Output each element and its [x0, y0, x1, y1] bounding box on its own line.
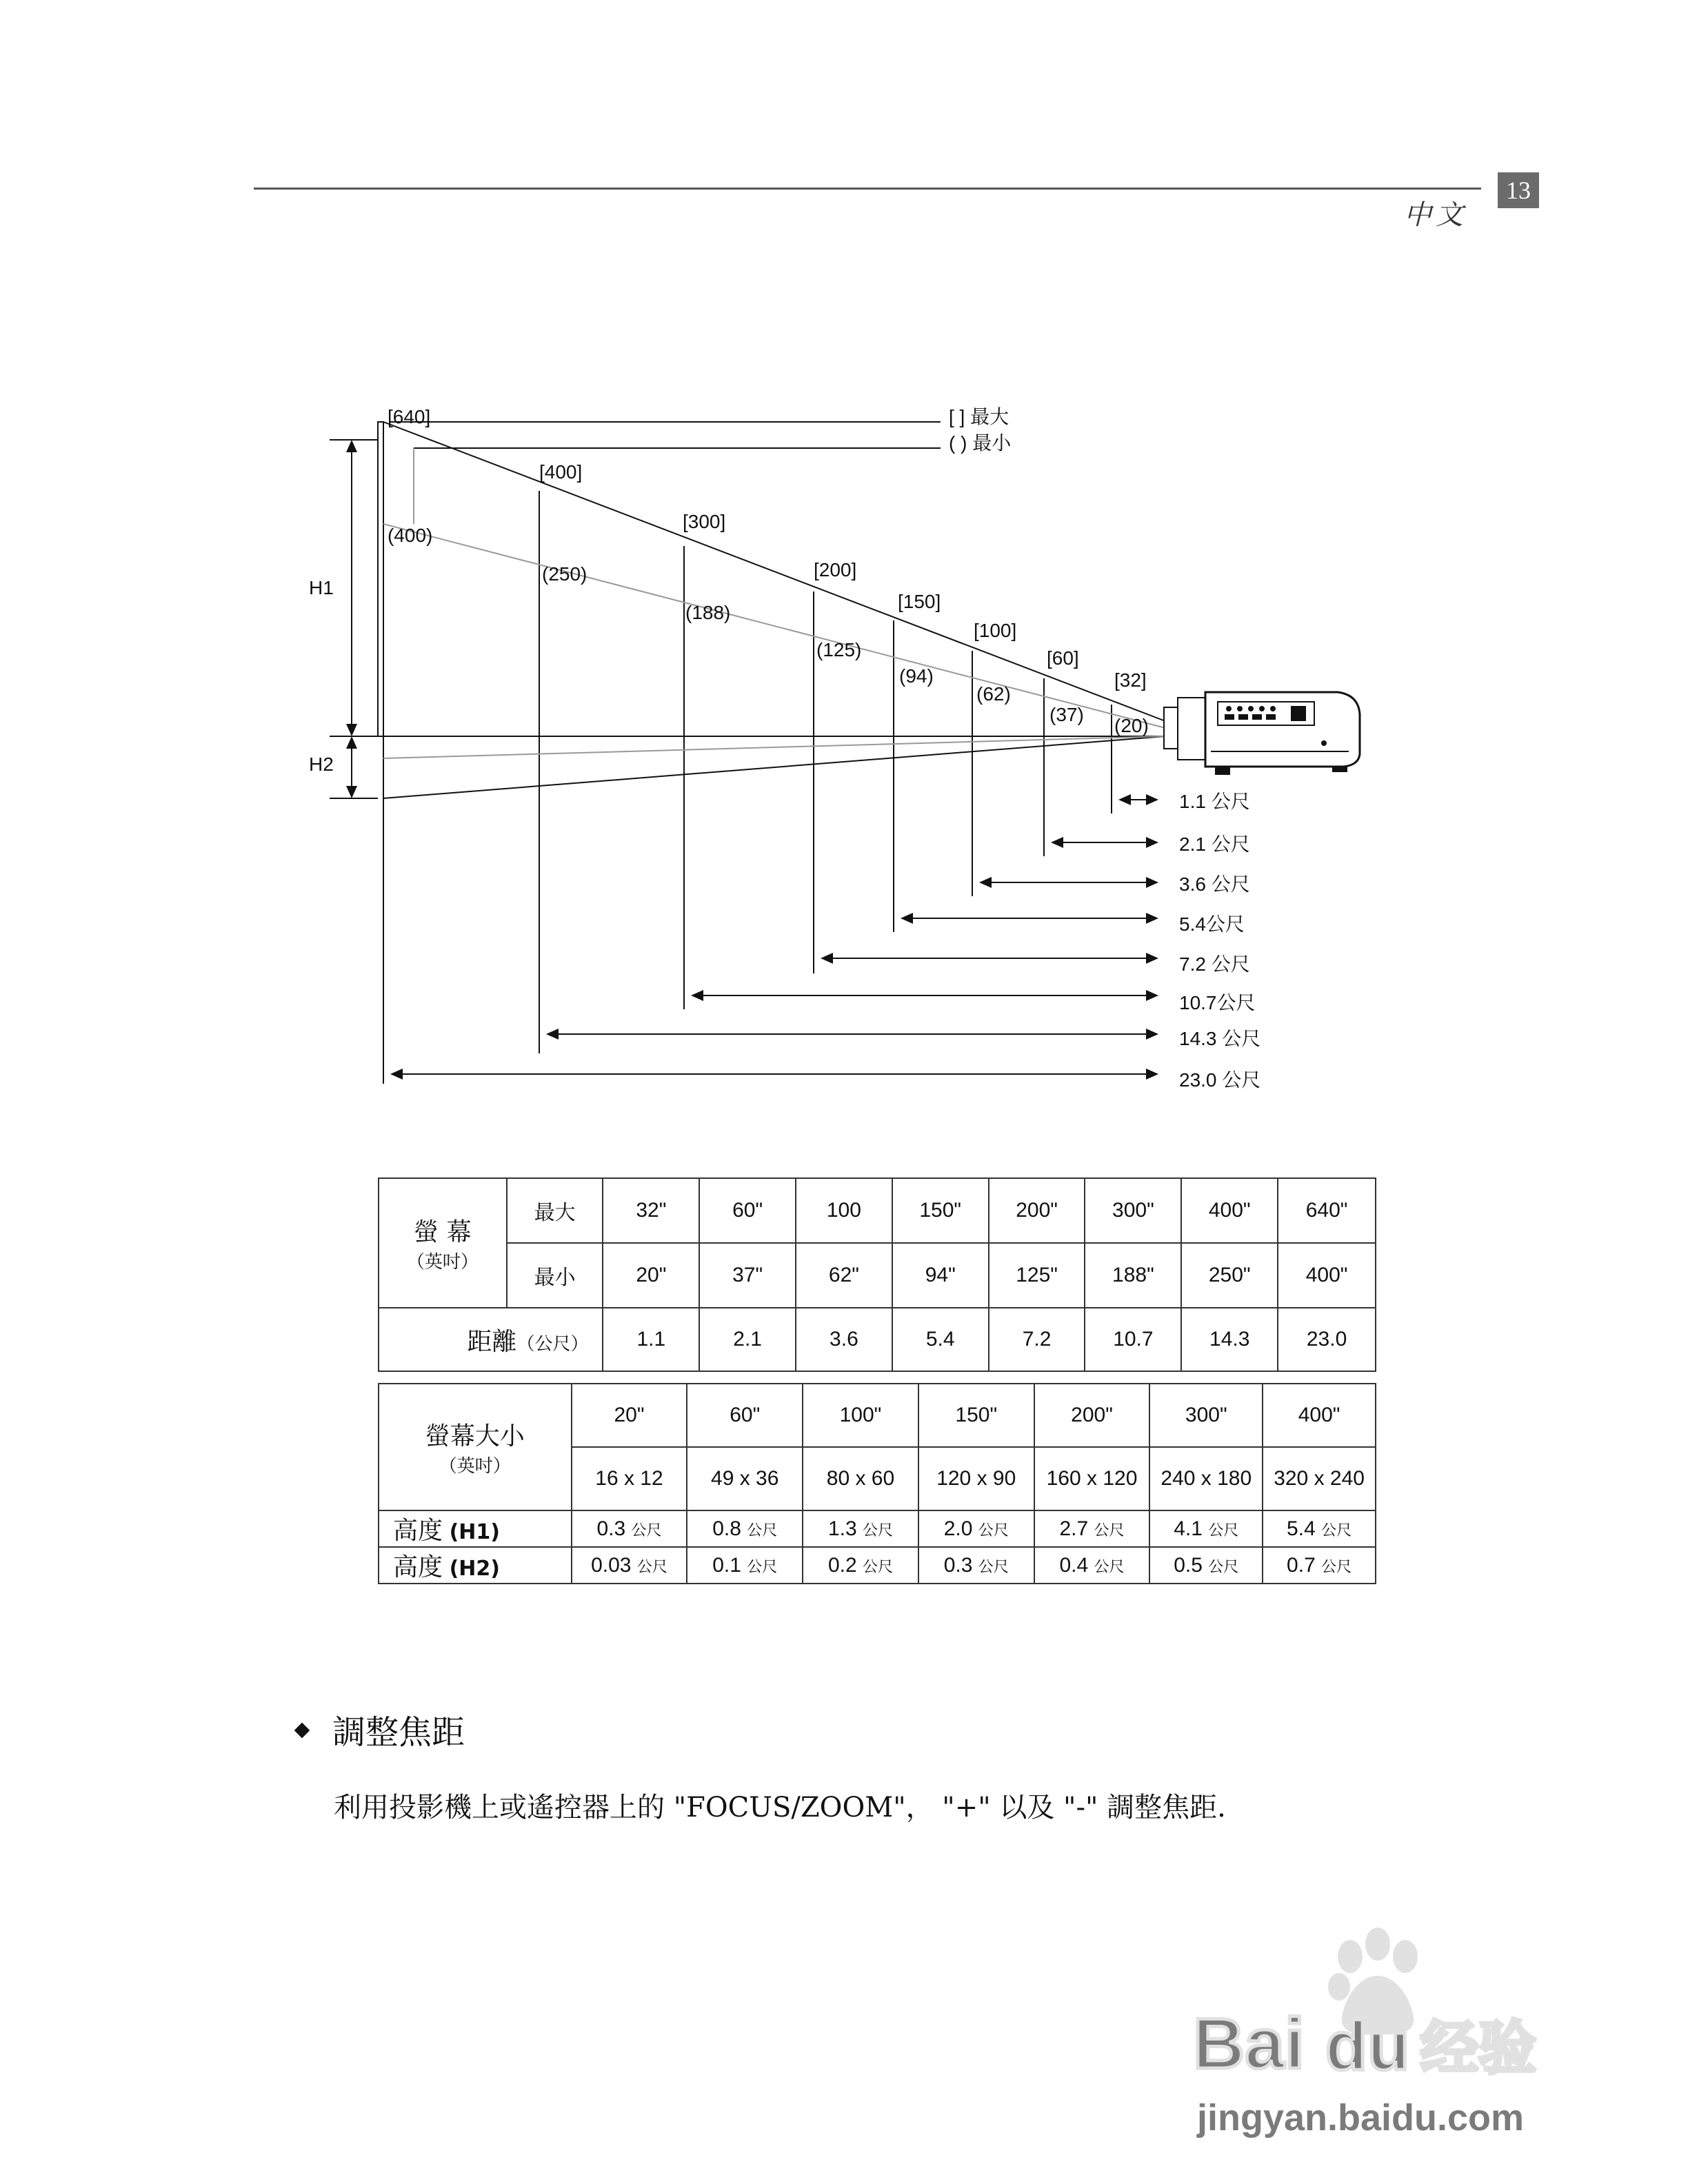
max-cell: 100: [796, 1178, 892, 1243]
section-title: [297, 1706, 465, 1753]
max-cell: 200": [989, 1178, 1085, 1243]
min-size-label: (94): [899, 665, 934, 687]
size-cell: 150": [918, 1384, 1034, 1447]
max-size-label: [300]: [683, 511, 726, 532]
watermark-suffix: 经验: [1420, 2016, 1537, 2081]
distance-table: [378, 1177, 1376, 1372]
distance-cell: 3.6: [796, 1308, 892, 1371]
h1-cell: 4.1 公尺: [1149, 1510, 1263, 1547]
h1-cell: 2.0 公尺: [918, 1510, 1034, 1547]
h2-cell: 0.1 公尺: [687, 1547, 803, 1584]
min-cell: 37": [699, 1243, 796, 1308]
h2-header: [379, 1547, 572, 1584]
dimension-cell: 240 x 180: [1149, 1447, 1263, 1510]
h1-cell: 2.7 公尺: [1034, 1510, 1150, 1547]
distance-label: 3.6 公尺: [1179, 873, 1250, 895]
min-label: 最小: [507, 1243, 603, 1308]
dimension-cell: 320 x 240: [1263, 1447, 1376, 1510]
label-h2: H2: [309, 754, 334, 775]
distance-cell: 10.7: [1085, 1308, 1181, 1371]
watermark-url: jingyan.baidu.com: [1197, 2097, 1525, 2138]
screen-header: [379, 1178, 507, 1308]
h1-cell: 0.3 公尺: [572, 1510, 687, 1547]
h1-cell: 5.4 公尺: [1263, 1510, 1376, 1547]
size-cell: 20": [572, 1384, 687, 1447]
h2-tag: (H2): [449, 1557, 500, 1581]
max-cell: 32": [603, 1178, 699, 1243]
size-cell: 400": [1263, 1384, 1376, 1447]
h1-cell: 1.3 公尺: [803, 1510, 918, 1547]
min-cell: 400": [1278, 1243, 1376, 1308]
h2-label: 高度: [393, 1553, 443, 1581]
distance-label: 5.4公尺: [1179, 913, 1245, 935]
bullet-diamond-icon: [294, 1723, 310, 1739]
min-cell: 188": [1085, 1243, 1181, 1308]
distance-cell: 23.0: [1278, 1308, 1376, 1371]
size-unit: （英吋）: [439, 1456, 511, 1477]
distance-label: 14.3 公尺: [1179, 1028, 1261, 1049]
max-size-label: [150]: [898, 591, 941, 612]
min-cell: 62": [796, 1243, 892, 1308]
dimension-cell: 160 x 120: [1034, 1447, 1150, 1510]
dimension-cell: 16 x 12: [572, 1447, 687, 1510]
projector-icon: [1164, 692, 1360, 775]
size-cell: 100": [803, 1384, 918, 1447]
min-cell: 94": [892, 1243, 989, 1308]
distance-label: 1.1 公尺: [1179, 791, 1250, 812]
max-cell: 400": [1181, 1178, 1278, 1243]
distance-cell: 5.4: [892, 1308, 989, 1371]
max-size-label: [400]: [539, 461, 583, 483]
distance-header: [379, 1308, 603, 1371]
h1-cell: 0.8 公尺: [687, 1510, 803, 1547]
h2-cell: 0.3 公尺: [918, 1547, 1034, 1584]
h2-cell: 0.2 公尺: [803, 1547, 918, 1584]
min-cell: 20": [603, 1243, 699, 1308]
dimension-cell: 49 x 36: [687, 1447, 803, 1510]
h2-cell: 0.5 公尺: [1149, 1547, 1263, 1584]
distance-label: 7.2 公尺: [1179, 953, 1250, 975]
h2-cell: 0.03 公尺: [572, 1547, 687, 1584]
max-cell: 150": [892, 1178, 989, 1243]
size-cell: 300": [1149, 1384, 1263, 1447]
min-size-label: (62): [976, 683, 1011, 705]
screen-panel: [378, 422, 383, 736]
min-size-label: (125): [816, 639, 862, 660]
legend-min: ( ) 最小: [949, 432, 1012, 454]
h1-header: [379, 1510, 572, 1547]
h1-tag: (H1): [449, 1520, 500, 1544]
max-size-label: [100]: [974, 620, 1017, 641]
distance-label: 10.7公尺: [1179, 992, 1256, 1013]
label-h1: H1: [309, 577, 334, 598]
distance-unit: （公尺）: [516, 1333, 589, 1355]
size-cell: 200": [1034, 1384, 1150, 1447]
distance-label: 2.1 公尺: [1179, 833, 1250, 855]
distance-label: 距離: [467, 1327, 517, 1356]
screen-label: 螢 幕: [414, 1218, 472, 1246]
min-cell: 250": [1181, 1243, 1278, 1308]
min-size-label: (250): [542, 563, 587, 585]
baidu-watermark-logo: [1172, 1910, 1586, 2158]
max-label: 最大: [507, 1178, 603, 1243]
distance-cell: 7.2: [989, 1308, 1085, 1371]
page-number: 13: [1498, 172, 1539, 208]
max-cell: 640": [1278, 1178, 1376, 1243]
max-size-label: [60]: [1047, 647, 1079, 669]
h2-cell: 0.4 公尺: [1034, 1547, 1150, 1584]
min-size-label: (37): [1049, 704, 1084, 725]
distance-label: 23.0 公尺: [1179, 1069, 1261, 1091]
min-size-label: (20): [1114, 715, 1149, 736]
min-size-label: (188): [685, 602, 731, 623]
size-label: 螢幕大小: [425, 1422, 525, 1450]
size-header: [379, 1384, 572, 1510]
distance-cell: 14.3: [1181, 1308, 1278, 1371]
header-language: 中文: [1404, 199, 1467, 231]
screen-unit: （英吋）: [406, 1252, 479, 1273]
max-cell: 300": [1085, 1178, 1181, 1243]
dimension-cell: 80 x 60: [803, 1447, 918, 1510]
section-title-text: 調整焦距: [332, 1713, 465, 1752]
watermark-brand: Bai: [1193, 2004, 1305, 2084]
max-size-label: [32]: [1114, 669, 1147, 691]
min-size-label: (400): [388, 525, 433, 546]
h2-cell: 0.7 公尺: [1263, 1547, 1376, 1584]
distance-cell: 1.1: [603, 1308, 699, 1371]
size-cell: 60": [687, 1384, 803, 1447]
watermark-brand2: du: [1325, 2008, 1410, 2085]
dimension-cell: 120 x 90: [918, 1447, 1034, 1510]
height-table: [378, 1383, 1376, 1584]
distance-cell: 2.1: [699, 1308, 796, 1371]
h1-label: 高度: [393, 1517, 443, 1545]
section-body: 利用投影機上或遙控器上的 "FOCUS/ZOOM"， "+" 以及 "-" 調整焦距.: [334, 1792, 1226, 1823]
max-size-label: [200]: [814, 559, 857, 580]
legend-max: [ ] 最大: [949, 406, 1009, 427]
max-size-label: [640]: [388, 406, 431, 427]
max-cell: 60": [699, 1178, 796, 1243]
min-cell: 125": [989, 1243, 1085, 1308]
